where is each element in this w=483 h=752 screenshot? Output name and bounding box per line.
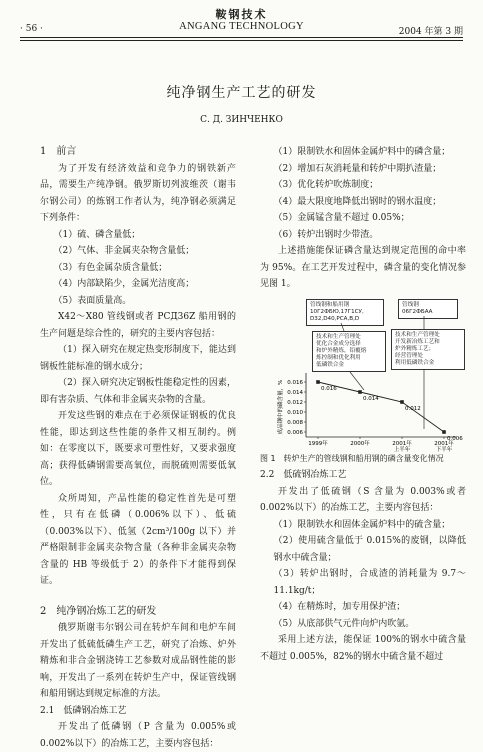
journal-name: 鞍钢技术 (215, 8, 268, 21)
paragraph: 采用上述方法，能保证 100%的钢水中硫含量不超过 0.005%，82%的钢水中硫含量不超过 (260, 635, 466, 662)
list-item: （4）内部缺陷少，金属光洁度高； (53, 279, 195, 289)
y-tick-label: 0.008 (287, 419, 303, 426)
list-item: （1）限制铁水和固体金属炉料中的磷含量； (273, 147, 451, 157)
list-item: （1）硫、磷含量低； (53, 229, 141, 240)
data-label: 0.012 (405, 405, 421, 412)
paragraph: （1）探入研究在规定热变形制度下，能达到钢板性能标准的钢水成分； (40, 345, 236, 372)
subsection-heading: 2.2 低硫钢冶炼工艺 (260, 470, 347, 480)
data-point (442, 430, 446, 434)
header-rule (20, 37, 463, 38)
figure-box-measures-2: 技术和生产管理处 开发新冶炼工艺和 炉外精炼工艺； 经营管理处 利用低磷铁合金 (391, 329, 465, 370)
section-heading: 1 前言 (40, 146, 77, 157)
y-tick-label: 0.012 (287, 399, 303, 406)
x-tick-label: 2001年 (392, 440, 412, 447)
list-item: （4）在精炼时，加专用保护渣； (273, 602, 406, 612)
list-item: （5）表面质量高。 (53, 295, 132, 306)
list-item: （5）金属锰含量不超过 0.05%； (273, 213, 410, 223)
x-tick-label: 上半年 (393, 446, 411, 453)
subsection-heading: 2.1 低磷钢冶炼工艺 (40, 705, 127, 716)
list-item: （3）优化转炉吹炼制度； (273, 180, 379, 190)
paragraph: 开发出了低磷钢（P 含量为 0.005%或 0.002%以下）的冶炼工艺，主要内容包括： (40, 722, 236, 749)
paragraph: 为了开发有经济效益和竞争力的钢铁新产品，需要生产纯净钢。俄罗斯切列波维茨（谢韦尔钢公司）的炼钢工作者认为，纯净钢必须满足下列条件： (40, 163, 236, 223)
article-author: С. Д. ЗИНЧЕНКО (200, 115, 283, 125)
data-point (316, 380, 320, 384)
right-column (260, 144, 466, 665)
header-rule-thin (20, 40, 463, 41)
article-title: 纯净钢生产工艺的研发 (166, 85, 317, 101)
list-item: （2）气体、非金属夹杂物含量低； (53, 246, 195, 256)
x-tick-label: 下半年 (435, 446, 453, 453)
paragraph: 俄罗斯谢韦尔钢公司在转炉车间和电炉车间开发出了低硫低磷生产工艺，研究了冶炼、炉外精炼和非合金钢浇铸工艺参数对成品钢性能的影响，开发出了一系列在转炉生产中，保证管线钢和船用钢达到规定标准的方法。 (40, 623, 236, 699)
y-axis-label: 成品钢中的磷含量，% (278, 379, 284, 434)
phosphorus-chart (260, 297, 466, 453)
y-tick-label: 0.016 (287, 379, 303, 386)
series-line (318, 382, 444, 432)
list-item: （2）增加石灰消耗量和转炉中期扒渣量； (273, 163, 442, 174)
y-tick-label: 0.006 (287, 429, 303, 436)
list-item: （3）转炉出钢时，合成渣的消耗量为 9.7～11.1kg/t； (273, 569, 466, 596)
flow-connector (350, 372, 364, 390)
list-item: （5）从底部供气元件向炉内吹氩。 (273, 618, 415, 629)
data-label: 0.006 (447, 435, 463, 442)
figure-caption: 图 1 转炉生产的管线钢和船用钢的磷含量变化情况 (260, 453, 444, 463)
list-item: （2）使用硫含量低于 0.015%的废钢，以降低钢水中硫含量； (273, 536, 466, 563)
x-tick-label: 2000年 (350, 440, 370, 447)
data-label: 0.014 (363, 395, 379, 402)
x-tick-label: 2001年 (434, 440, 454, 447)
paragraph: 开发出了低硫钢（S 含量为 0.003%或者 0.002%以下）的冶炼工艺，主要内容包括： (260, 486, 466, 513)
data-label: 0.016 (321, 385, 337, 392)
list-item: （3）有色金属杂质含量低； (53, 262, 168, 273)
list-item: （1）限制铁水和固体金属炉料中的硫含量； (273, 519, 451, 530)
paragraph: 众所周知，产品性能的稳定性首先是可塑性，只有在低磷（0.006%以下）、低硫（0.003%以下）、低氢（2cm³/100g 以下）并严格限制非金属夹杂物含量（各种非金属夹杂物含量的 HB 等级低于 2）的条件下才能得到保证。 (40, 493, 236, 586)
paragraph: X42～X80 管线钢或者 PCД36Z 船用钢的生产问题是综合性的，研究的主要内容包括： (40, 312, 236, 339)
paragraph: 开发这些钢的难点在于必须保证钢板的优良性能，即达到这些性能的条件又相互制约。例如：在零度以下，既要求可塑性好，又要求强度高；获得低磷钢需要高氧位，而脱硫则需要低氧位。 (40, 411, 236, 487)
journal-name-en: ANGANG TECHNOLOGY (179, 21, 304, 32)
figure-1 (260, 297, 466, 453)
list-item: （4）最大限度地降低出钢时的钢水温度； (273, 196, 442, 207)
section-heading: 2 纯净钢冶炼工艺的研发 (40, 605, 157, 617)
y-tick-label: 0.014 (287, 389, 303, 396)
running-header (20, 21, 463, 35)
flow-connector (341, 323, 344, 331)
page-number: · 56 · (20, 24, 43, 34)
list-item: （6）转炉出钢时少带渣。 (273, 229, 379, 240)
figure-box-pipeline-steel: 管线钢 06Г2ФБАА (398, 299, 458, 319)
figure-box-measures-1: 技术和生产管理处 优化合金成分选择 和炉外精炼，铅覆熔 炼控制和优化利用 低磷铁合金 (312, 331, 386, 372)
issue-label: 2004 年第 3 期 (398, 27, 463, 37)
y-tick-label: 0.010 (287, 409, 303, 416)
x-tick-label: 1999年 (308, 440, 328, 447)
data-point (358, 390, 362, 394)
figure-box-steel-grades: 管线钢和船用钢 10Г2ФБЮ,17Г1СУ, D32,D40,PCA,B,D (306, 299, 384, 326)
data-point (400, 400, 404, 404)
left-column (40, 144, 236, 752)
paragraph: 上述措施能保证磷含量达到规定范围的命中率为 95%。在工艺开发过程中，磷含量的变化情况参见图 1。 (260, 246, 466, 289)
paragraph: （2）探入研究决定钢板性能稳定性的因素，即有害杂质、气体和非金属夹杂物的含量。 (40, 378, 236, 405)
